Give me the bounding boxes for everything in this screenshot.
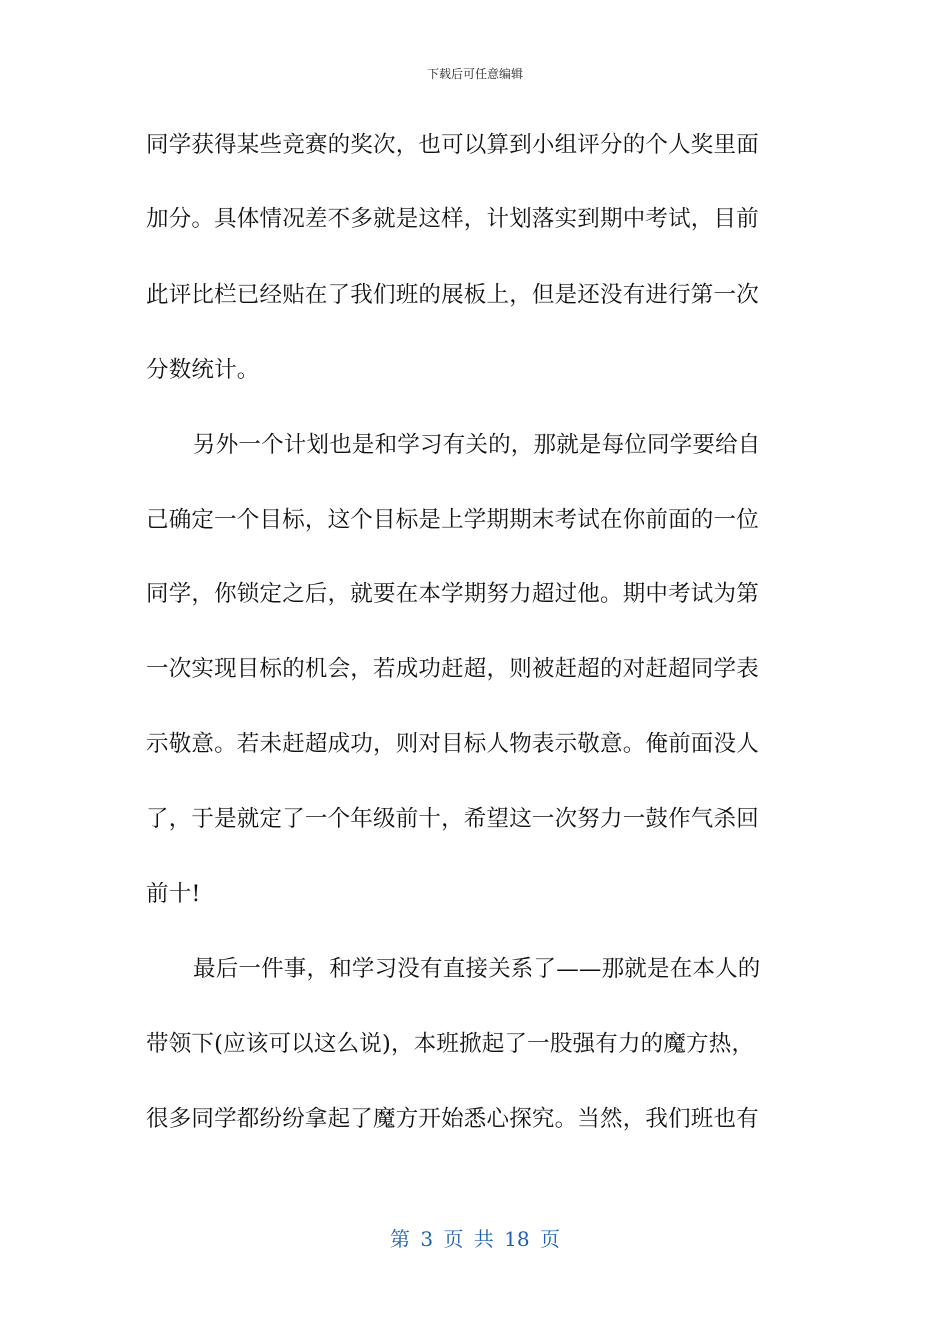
body-line: 前十! bbox=[146, 881, 201, 907]
page-number-footer: 第 3 页 共 18 页 bbox=[390, 1227, 560, 1251]
body-line: 己确定一个目标，这个目标是上学期期末考试在你前面的一位 bbox=[146, 507, 759, 533]
body-line: 另外一个计划也是和学习有关的，那就是每位同学要给自 bbox=[193, 432, 761, 458]
body-line: 很多同学都纷纷拿起了魔方开始悉心探究。当然，我们班也有 bbox=[146, 1106, 759, 1132]
body-line: 同学，你锁定之后，就要在本学期努力超过他。期中考试为第 bbox=[146, 581, 759, 607]
body-line: 此评比栏已经贴在了我们班的展板上，但是还没有进行第一次 bbox=[146, 282, 759, 308]
body-line: 加分。具体情况差不多就是这样，计划落实到期中考试，目前 bbox=[146, 206, 759, 232]
body-line: 最后一件事，和学习没有直接关系了——那就是在本人的 bbox=[193, 956, 761, 982]
body-line: 分数统计。 bbox=[146, 357, 260, 383]
body-line: 了，于是就定了一个年级前十，希望这一次努力一鼓作气杀回 bbox=[146, 806, 759, 832]
body-line: 同学获得某些竞赛的奖次，也可以算到小组评分的个人奖里面 bbox=[146, 132, 759, 158]
body-line: 带领下(应该可以这么说)，本班掀起了一股强有力的魔方热， bbox=[146, 1031, 755, 1057]
body-line: 一次实现目标的机会，若成功赶超，则被赶超的对赶超同学表 bbox=[146, 656, 759, 682]
body-line: 示敬意。若未赶超成功，则对目标人物表示敬意。俺前面没人 bbox=[146, 731, 759, 757]
page-header: 下载后可任意编辑 bbox=[426, 67, 523, 81]
